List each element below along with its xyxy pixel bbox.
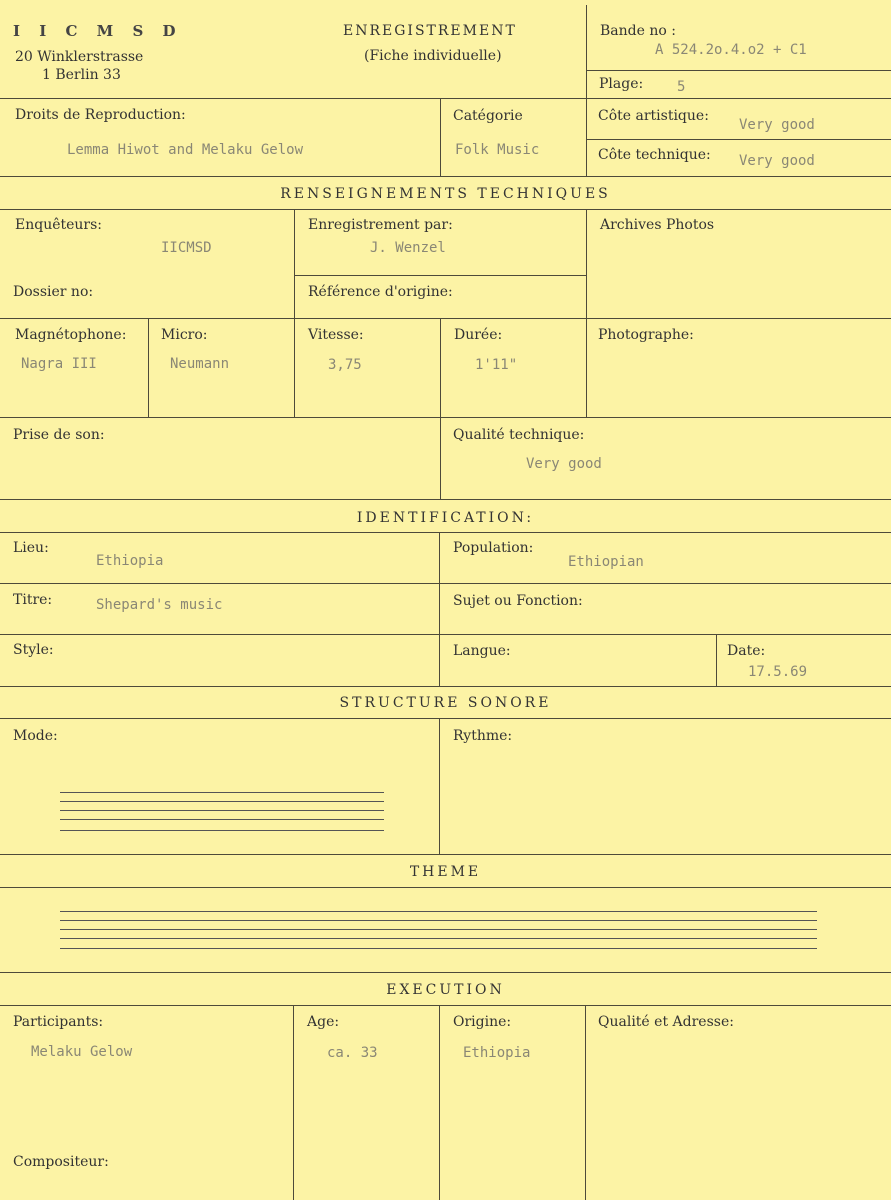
- micro-value: Neumann: [170, 356, 230, 372]
- enregistrement-par-value: J. Wenzel: [370, 240, 446, 256]
- vitesse-value: 3,75: [328, 357, 362, 373]
- rule: [294, 209, 295, 417]
- qualite-technique-value: Very good: [526, 456, 602, 472]
- enregistrement-par-label: Enregistrement par:: [308, 217, 453, 233]
- magnetophone-label: Magnétophone:: [15, 327, 127, 343]
- rule: [0, 972, 891, 973]
- dossier-label: Dossier no:: [13, 284, 94, 300]
- rule: [294, 275, 586, 276]
- address-street: 20 Winklerstrasse: [15, 49, 144, 65]
- bande-label: Bande no :: [600, 23, 676, 39]
- compositeur-label: Compositeur:: [13, 1154, 109, 1170]
- rule: [439, 718, 440, 854]
- population-value: Ethiopian: [568, 554, 644, 570]
- micro-label: Micro:: [161, 327, 208, 343]
- qualite-technique-label: Qualité technique:: [453, 427, 585, 443]
- mode-label: Mode:: [13, 728, 58, 744]
- participants-value: Melaku Gelow: [31, 1044, 133, 1060]
- photographe-label: Photographe:: [598, 327, 694, 343]
- rule: [0, 583, 891, 584]
- droits-label: Droits de Reproduction:: [15, 107, 186, 123]
- date-value: 17.5.69: [748, 664, 808, 680]
- rule: [0, 417, 891, 418]
- rule: [440, 98, 441, 176]
- rule: [0, 887, 891, 888]
- rule: [148, 318, 149, 417]
- droits-value: Lemma Hiwot and Melaku Gelow: [67, 142, 304, 158]
- rythme-label: Rythme:: [453, 728, 513, 744]
- rule: [586, 70, 891, 71]
- lieu-label: Lieu:: [13, 540, 49, 556]
- address-city: 1 Berlin 33: [42, 67, 121, 83]
- titre-label: Titre:: [13, 592, 53, 608]
- age-label: Age:: [307, 1014, 340, 1030]
- archives-photos-label: Archives Photos: [600, 217, 715, 233]
- lieu-value: Ethiopia: [96, 553, 164, 569]
- vitesse-label: Vitesse:: [308, 327, 364, 343]
- sujet-label: Sujet ou Fonction:: [453, 593, 583, 609]
- categorie-value: Folk Music: [455, 142, 540, 158]
- bande-value: A 524.2o.4.o2 + C1: [655, 42, 807, 58]
- plage-label: Plage:: [599, 76, 644, 92]
- rule: [0, 499, 891, 500]
- age-value: ca. 33: [327, 1045, 378, 1061]
- rule: [586, 5, 587, 176]
- population-label: Population:: [453, 540, 534, 556]
- qualite-adresse-label: Qualité et Adresse:: [598, 1014, 734, 1030]
- rule: [716, 634, 717, 686]
- langue-label: Langue:: [453, 643, 511, 659]
- institute-logo: I I C M S D: [13, 22, 183, 40]
- reference-label: Référence d'origine:: [308, 284, 453, 300]
- rule: [0, 1005, 891, 1006]
- origine-label: Origine:: [453, 1014, 512, 1030]
- section-title-technique: RENSEIGNEMENTS TECHNIQUES: [280, 186, 611, 202]
- cote-technique-value: Very good: [739, 153, 815, 169]
- form-title: ENREGISTREMENT: [343, 23, 517, 39]
- rule: [0, 176, 891, 177]
- rule: [0, 532, 891, 533]
- section-title-structure: STRUCTURE SONORE: [339, 695, 552, 711]
- form-subtitle: (Fiche individuelle): [364, 48, 502, 64]
- section-title-identification: IDENTIFICATION:: [356, 510, 535, 526]
- enqueteurs-label: Enquêteurs:: [15, 217, 103, 233]
- categorie-label: Catégorie: [453, 108, 523, 124]
- rule: [585, 1005, 586, 1200]
- cote-artistique-label: Côte artistique:: [598, 108, 709, 124]
- duree-label: Durée:: [454, 327, 503, 343]
- rule: [0, 318, 891, 319]
- plage-value: 5: [677, 79, 686, 95]
- rule: [586, 209, 587, 417]
- rule: [0, 718, 891, 719]
- rule: [439, 532, 440, 686]
- rule: [293, 1005, 294, 1200]
- rule: [440, 318, 441, 499]
- duree-value: 1'11": [475, 357, 518, 373]
- titre-value: Shepard's music: [96, 597, 223, 613]
- magnetophone-value: Nagra III: [21, 356, 97, 372]
- section-title-theme: THEME: [409, 864, 482, 880]
- rule: [0, 98, 891, 99]
- rule: [0, 209, 891, 210]
- rule: [0, 634, 891, 635]
- section-title-execution: EXECUTION: [386, 982, 505, 998]
- cote-artistique-value: Very good: [739, 117, 815, 133]
- rule: [0, 854, 891, 855]
- rule: [439, 1005, 440, 1200]
- enqueteurs-value: IICMSD: [161, 240, 212, 256]
- origine-value: Ethiopia: [463, 1045, 531, 1061]
- rule: [0, 686, 891, 687]
- rule: [586, 139, 891, 140]
- prise-de-son-label: Prise de son:: [13, 427, 105, 443]
- cote-technique-label: Côte technique:: [598, 147, 711, 163]
- date-label: Date:: [727, 643, 766, 659]
- participants-label: Participants:: [13, 1014, 104, 1030]
- style-label: Style:: [13, 642, 54, 658]
